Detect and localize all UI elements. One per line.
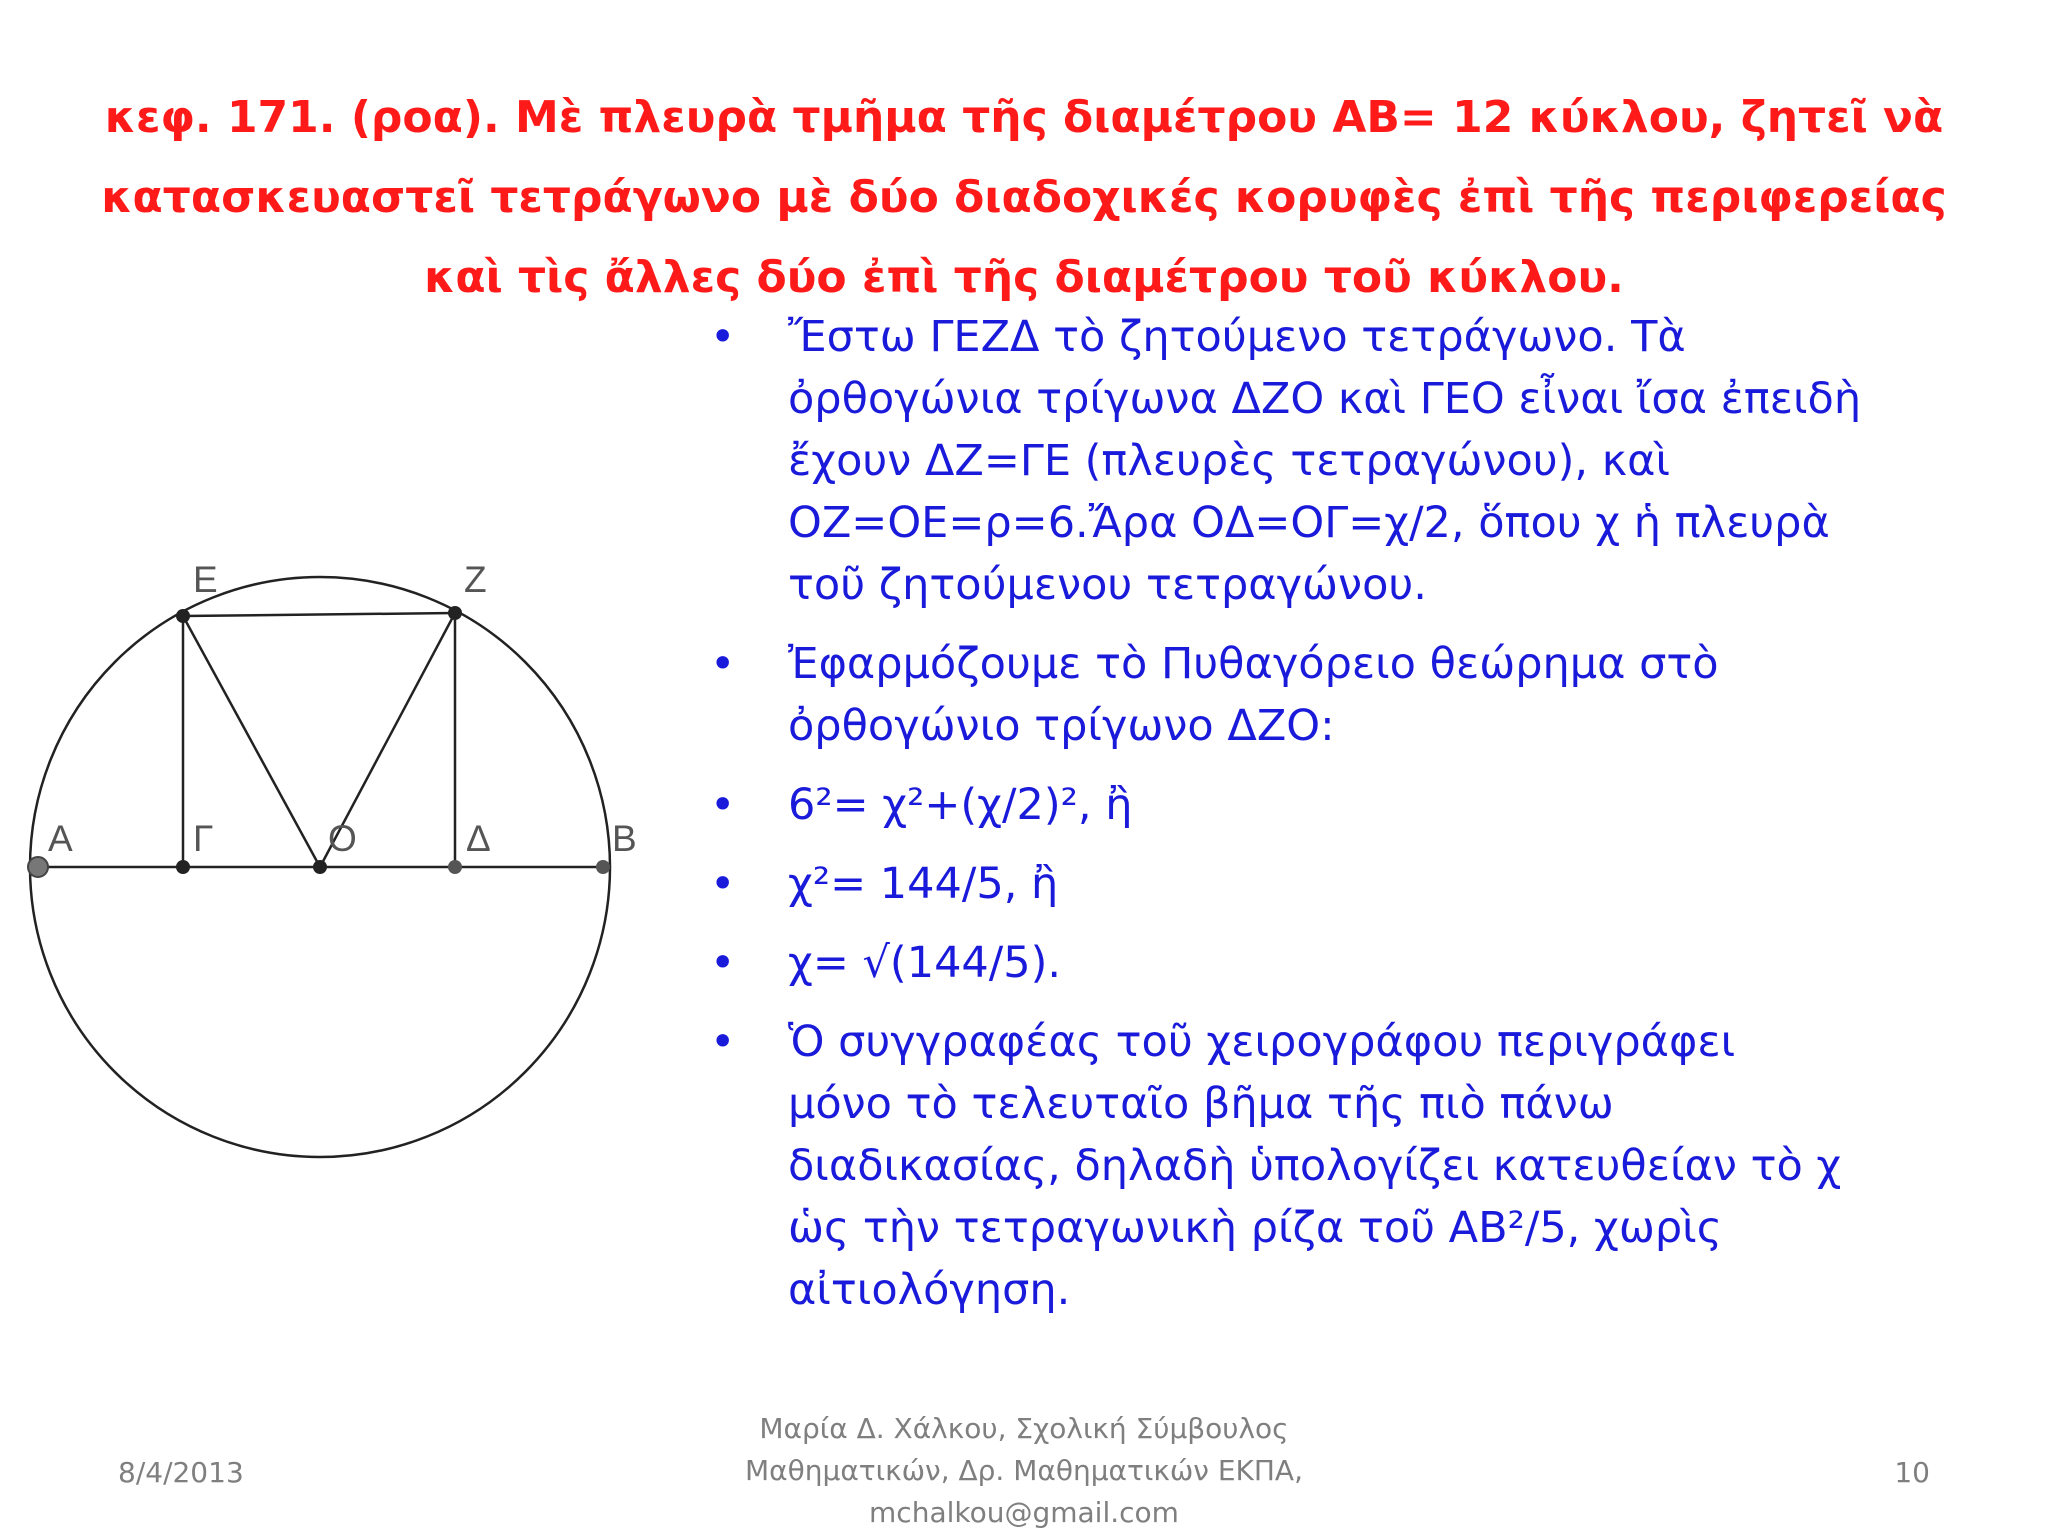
bullet-item [700,853,2000,915]
footer-email: mchalkou@gmail.com [869,1496,1179,1529]
point-G [176,860,190,874]
bullet-line: τοῦ ζητούμενου τετραγώνου. [788,560,1427,610]
bullet-line: ὡς τὴν τετραγωνικὴ ρίζα τοῦ ΑΒ²/5, χωρὶς [788,1203,1722,1253]
bullet-line: χ²= 144/5, ἢ [788,859,1059,909]
bullet-line: Ἔστω ΓΕΖΔ τὸ ζητούμενο τετράγωνο. Τὰ [788,312,1686,362]
point-D [448,860,462,874]
bullet-line: ΟΖ=ΟΕ=ρ=6.Ἄρα ΟΔ=ΟΓ=χ/2, ὅπου χ ἡ πλευρὰ [788,498,1830,548]
bullet-line: 6²= χ²+(χ/2)², ἢ [788,780,1133,830]
bullet-line: ὀρθογώνια τρίγωνα ΔΖΟ καὶ ΓΕΟ εἶναι ἴσα ἐπειδὴ [788,374,1862,424]
bullet-line: ἔχουν ΔΖ=ΓΕ (πλευρὲς τετραγώνου), καὶ [788,436,1671,486]
point-Z [448,606,462,620]
bullet-symbol: • [710,859,736,909]
bullet-item [700,932,2000,994]
bullet-line: αἰτιολόγηση. [788,1265,1071,1315]
geometry-figure [0,540,680,1180]
bullet-symbol: • [710,1017,736,1067]
bullet-symbol: • [710,639,736,689]
bullet-line: μόνο τὸ τελευταῖο βῆμα τῆς πιὸ πάνω [788,1079,1614,1129]
title-line-3: καὶ τὶς ἄλλες δύο ἐπὶ τῆς διαμέτρου τοῦ κύκλου. [424,252,1624,303]
title-line-1: κεφ. 171. (ροα). Μὲ πλευρὰ τμῆμα τῆς διαμέτρου ΑΒ= 12 κύκλου, ζητεῖ νὰ [104,92,1944,143]
point-E [176,609,190,623]
bullet-line: Ἐφαρμόζουμε τὸ Πυθαγόρειο θεώρημα στὸ [788,639,1719,689]
slide-title [100,78,1948,318]
footer-author-line: Μαθηματικών, Δρ. Μαθηματικών ΕΚΠΑ, [745,1454,1303,1487]
bullet-item [700,633,2000,757]
title-line-2: κατασκευαστεῖ τετράγωνο μὲ δύο διαδοχικές κορυφὲς ἐπὶ τῆς περιφερείας [101,172,1947,223]
bullet-item [700,1011,2000,1321]
label-Z: Ζ [464,559,487,600]
bullet-symbol: • [710,938,736,988]
label-E: Ε [193,559,218,600]
bullet-symbol: • [710,312,736,362]
bullet-line: Ὁ συγγραφέας τοῦ χειρογράφου περιγράφει [788,1017,1736,1067]
bullet-symbol: • [710,780,736,830]
point-A [28,857,48,877]
label-G: Γ [193,818,214,859]
side-EZ [183,613,455,616]
label-D: Δ [466,818,491,859]
footer-date: 8/4/2013 [118,1456,244,1489]
bullet-item [700,774,2000,836]
bullet-list [700,306,2000,1338]
page-number: 10 [1894,1456,1930,1489]
bullet-line: χ= √(144/5). [788,938,1062,988]
label-A: Α [48,818,73,859]
bullet-line: διαδικασίας, δηλαδὴ ὑπολογίζει κατευθείαν τὸ χ [788,1141,1842,1191]
point-B [596,860,610,874]
bullet-line: ὀρθογώνιο τρίγωνο ΔΖΟ: [788,701,1335,751]
label-B: Β [612,818,637,859]
footer-author-line: Μαρία Δ. Χάλκου, Σχολική Σύμβουλος [759,1412,1289,1445]
footer-author [724,1408,1324,1534]
bullet-item [700,306,2000,616]
label-O: Ο [328,818,357,859]
point-O [313,860,327,874]
